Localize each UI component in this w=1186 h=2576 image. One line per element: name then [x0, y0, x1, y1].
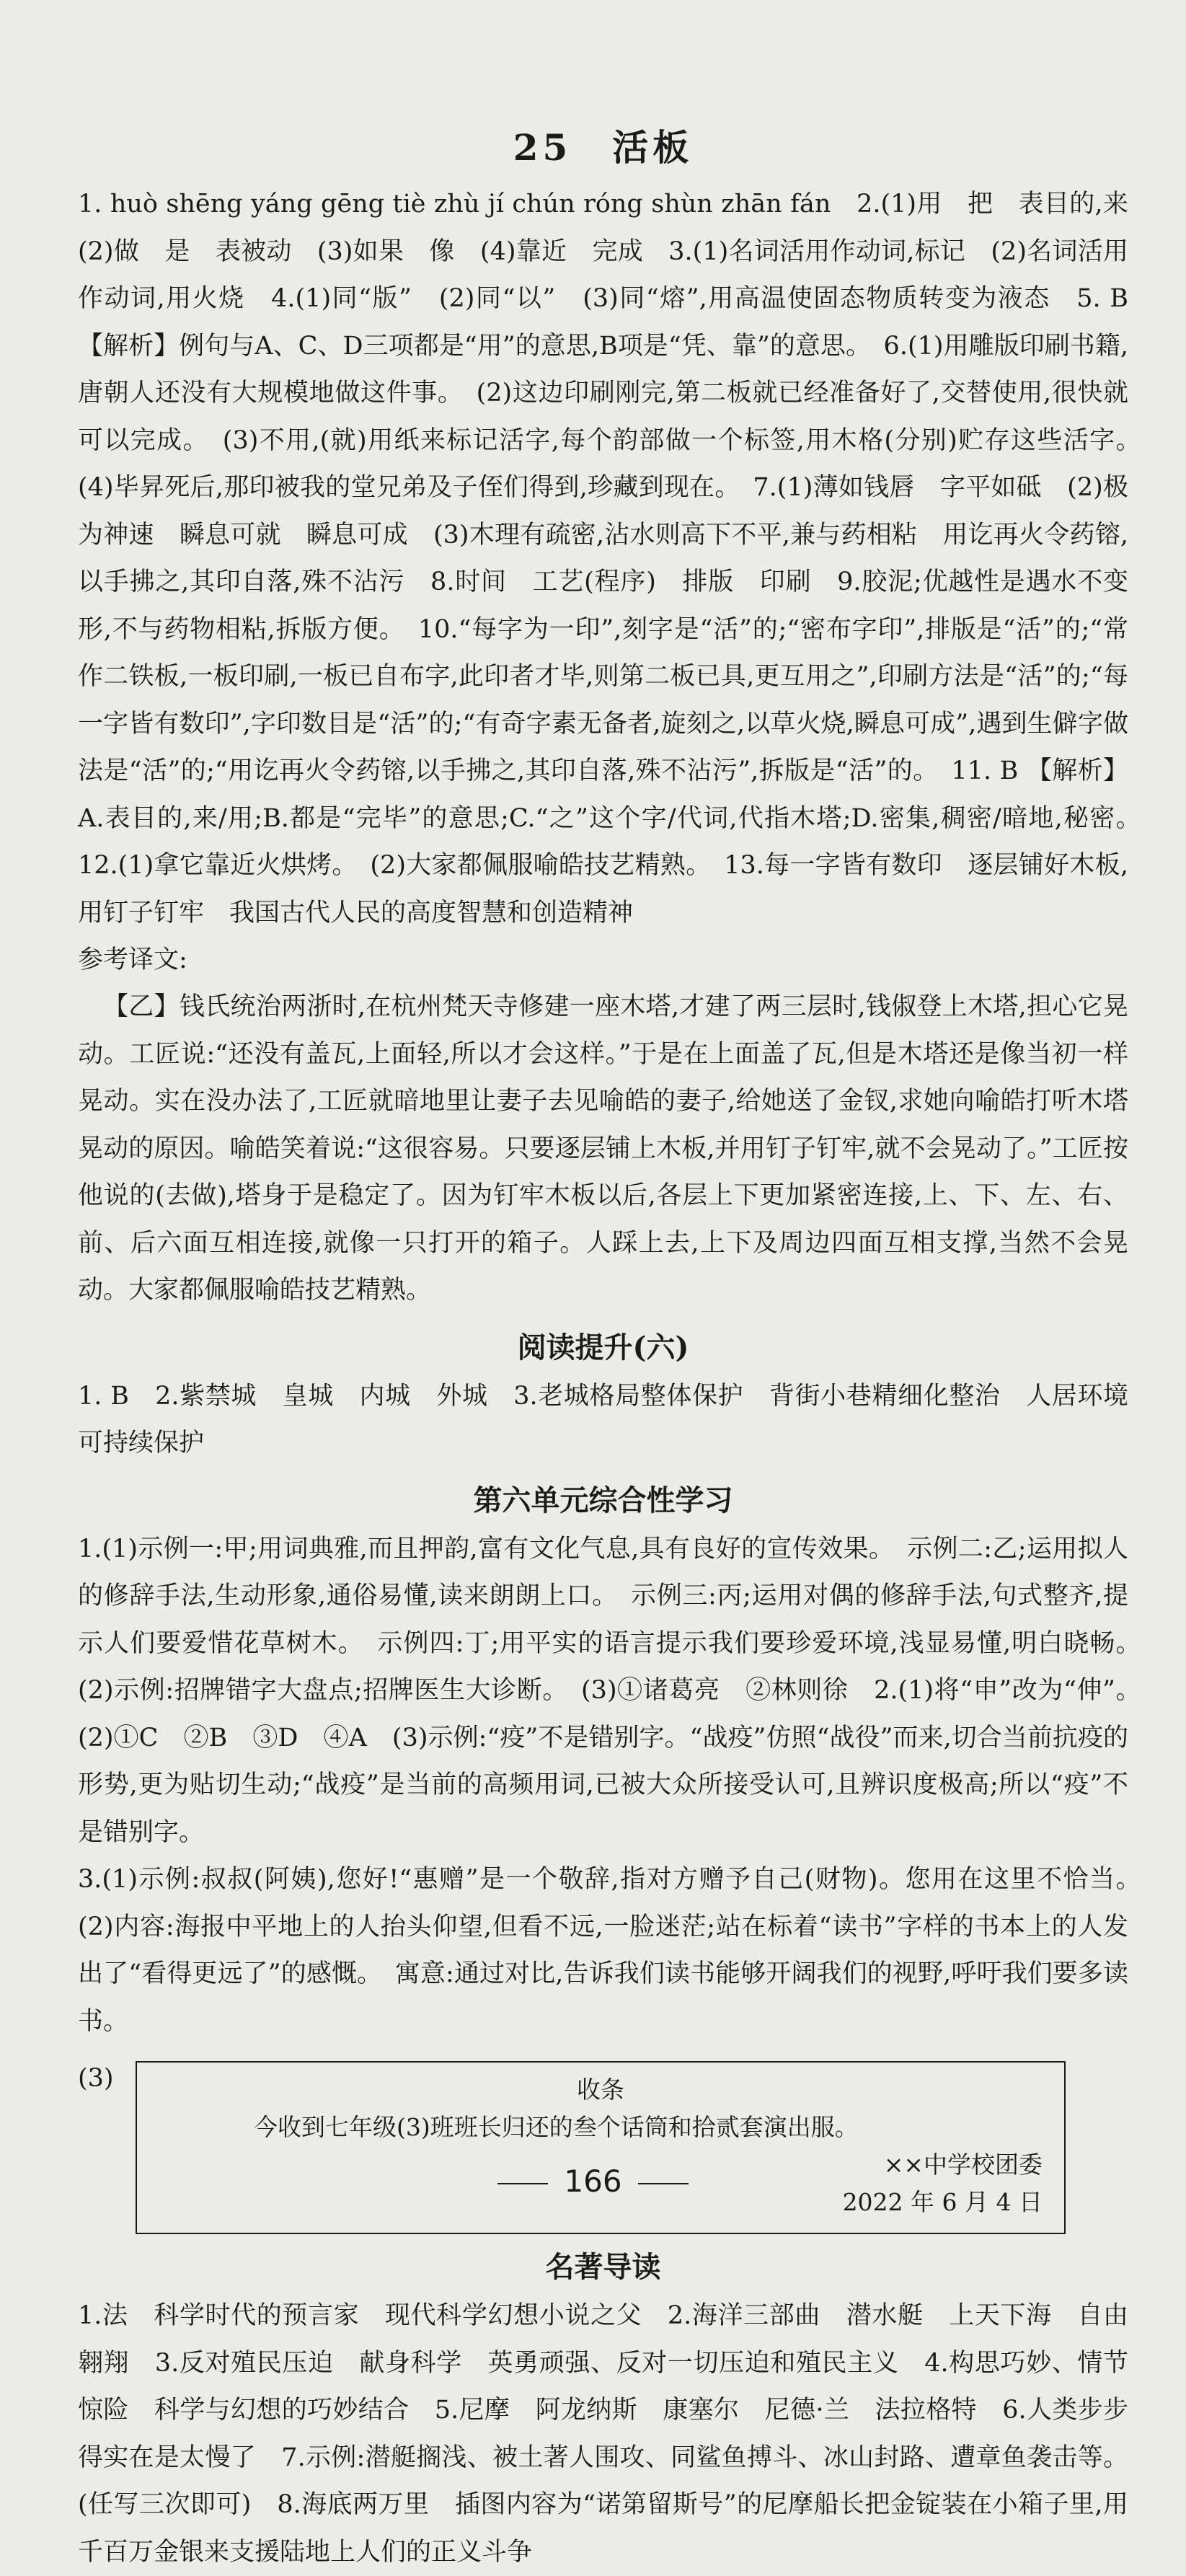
classics-answers: 1.法 科学时代的预言家 现代科学幻想小说之父 2.海洋三部曲 潜水艇 上天下海 自由翱翔 3.反对殖民压迫 献身科学 英勇顽强、反对一切压迫和殖民主义 4.构思巧妙、情节惊险 科学与幻想的巧妙结合 5.尼摩 阿龙纳斯 康塞尔 尼德·兰 法拉格特 6.人类步步得实在是太慢了 7.示例:潜艇搁浅、被土著人围攻、同鲨鱼搏斗、冰山封路、遭章鱼袭击等。(任写三次即可) 8.海底两万里 插图内容为“诺第留斯号”的尼摩船长把金锭装在小箱子里,用千百万金银来支援陆地上人们的正义斗争: [78, 2301, 1128, 2567]
page-number-right-dash: [638, 2183, 689, 2184]
unit-section-title: 第六单元综合性学习: [473, 1483, 733, 1517]
reading-answers: 1. B 2.紫禁城 皇城 内城 外城 3.老城格局整体保护 背街小巷精细化整治 人居环境可持续保护: [78, 1381, 1128, 1457]
reading-section-title: 阅读提升(六): [517, 1330, 689, 1364]
receipt-title: 收条: [577, 2076, 624, 2104]
unit-answers-part1: 1.(1)示例一:甲;用词典雅,而且押韵,富有文化气息,具有良好的宣传效果。 示例二:乙;运用拟人的修辞手法,生动形象,通俗易懂,读来朗朗上口。 示例三:丙;运用对偶的修辞手法,句式整齐,提示人们要爱惜花草树木。 示例四:丁;用平实的语言提示我们要珍爱环境,浅显易懂,明白晓畅。 (2)示例:招牌错字大盘点;招牌医生大诊断。 (3)①诸葛亮 ②林则徐 2.(1)将“申”改为“伸”。 (2)①C ②B ③D ④A (3)示例:“疫”不是错别字。“战疫”仿照“战役”而来,切合当前抗疫的形势,更为贴切生动;“战疫”是当前的高频用词,已被大众所接受认可,且辨识度极高;所以“疫”不是错别字。: [78, 1534, 1154, 1847]
reference-translation-label: 参考译文:: [78, 945, 187, 974]
receipt-number: (3): [78, 2064, 114, 2093]
unit-answers-part2: 3.(1)示例:叔叔(阿姨),您好!“惠赠”是一个敬辞,指对方赠予自己(财物)。您用在这里不恰当。 (2)内容:海报中平地上的人抬头仰望,但看不远,一脸迷茫;站在标着“读书”字样的书本上的人发出了“看得更远了”的感慨。 寓意:通过对比,告诉我们读书能够开阔我们的视野,呼吁我们要多读书。: [78, 1865, 1154, 2036]
receipt-body: 今收到七年级(3)班班长归还的叁个话筒和拾贰套演出服。: [254, 2113, 859, 2141]
reference-translation: 【乙】钱氏统治两浙时,在杭州梵天寺修建一座木塔,才建了两三层时,钱俶登上木塔,担心它晃动。工匠说:“还没有盖瓦,上面轻,所以才会这样。”于是在上面盖了瓦,但是木塔还是像当初一样晃动。实在没办法了,工匠就暗地里让妻子去见喻皓的妻子,给她送了金钗,求她向喻皓打听木塔晃动的原因。喻皓笑着说:“这很容易。只要逐层铺上木板,并用钉子钉牢,就不会晃动了。”工匠按他说的(去做),塔身于是稳定了。因为钉牢木板以后,各层上下更加紧密连接,上、下、左、右、前、后六面互相连接,就像一只打开的箱子。人踩上去,上下及周边四面互相支撑,当然不会晃动。大家都佩服喻皓技艺精熟。: [78, 992, 1128, 1305]
receipt-date: 2022 年 6 月 4 日: [842, 2188, 1043, 2216]
page-number-value: 166: [564, 2163, 622, 2199]
classics-section-title: 名著导读: [545, 2250, 661, 2284]
page-number: [0, 2163, 1186, 2199]
page-number-left-dash: [497, 2183, 548, 2184]
lesson-answers: 1. huò shēng yáng gēng tiè zhù jí chún róng shùn zhān fán 2.(1)用 把 表目的,来 (2)做 是 表被动 (3)如果 像 (4)靠近 完成 3.(1)名词活用作动词,标记 (2)名词活用作动词,用火烧 4.(1)同“版” (2)同“以” (3)同“熔”,用高温使固态物质转变为液态 5. B 【解析】例句与A、C、D三项都是“用”的意思,B项是“凭、靠”的意思。 6.(1)用雕版印刷书籍,唐朝人还没有大规模地做这件事。 (2)这边印刷刚完,第二板就已经准备好了,交替使用,很快就可以完成。 (3)不用,(就)用纸来标记活字,每个韵部做一个标签,用木格(分别)贮存这些活字。 (4)毕昇死后,那印被我的堂兄弟及子侄们得到,珍藏到现在。 7.(1)薄如钱唇 字平如砥 (2)极为神速 瞬息可就 瞬息可成 (3)木理有疏密,沾水则高下不平,兼与药相粘 用讫再火令药镕,以手拂之,其印自落,殊不沾污 8.时间 工艺(程序) 排版 印刷 9.胶泥;优越性是遇水不变形,不与药物相粘,拆版方便。 10.“每字为一印”,刻字是“活”的;“密布字印”,排版是“活”的;“常作二铁板,一板印刷,一板已自布字,此印者才毕,则第二板已具,更互用之”,印刷方法是“活”的;“每一字皆有数印”,字印数目是“活”的;“有奇字素无备者,旋刻之,以草火烧,瞬息可成”,遇到生僻字做法是“活”的;“用讫再火令药镕,以手拂之,其印自落,殊不沾污”,拆版是“活”的。 11. B 【解析】A.表目的,来/用;B.都是“完毕”的意思;C.“之”这个字/代词,代指木塔;D.密集,稠密/暗地,秘密。 12.(1)拿它靠近火烘烤。 (2)大家都佩服喻皓技艺精熟。 13.每一字皆有数印 逐层铺好木板,用钉子钉牢 我国古代人民的高度智慧和创造精神: [78, 190, 1154, 927]
lesson-title: 25 活板: [513, 126, 694, 169]
receipt-box: [136, 2061, 1066, 2234]
receipt-signer: ××中学校团委: [883, 2151, 1043, 2179]
receipt-answer: [78, 2061, 1128, 2234]
